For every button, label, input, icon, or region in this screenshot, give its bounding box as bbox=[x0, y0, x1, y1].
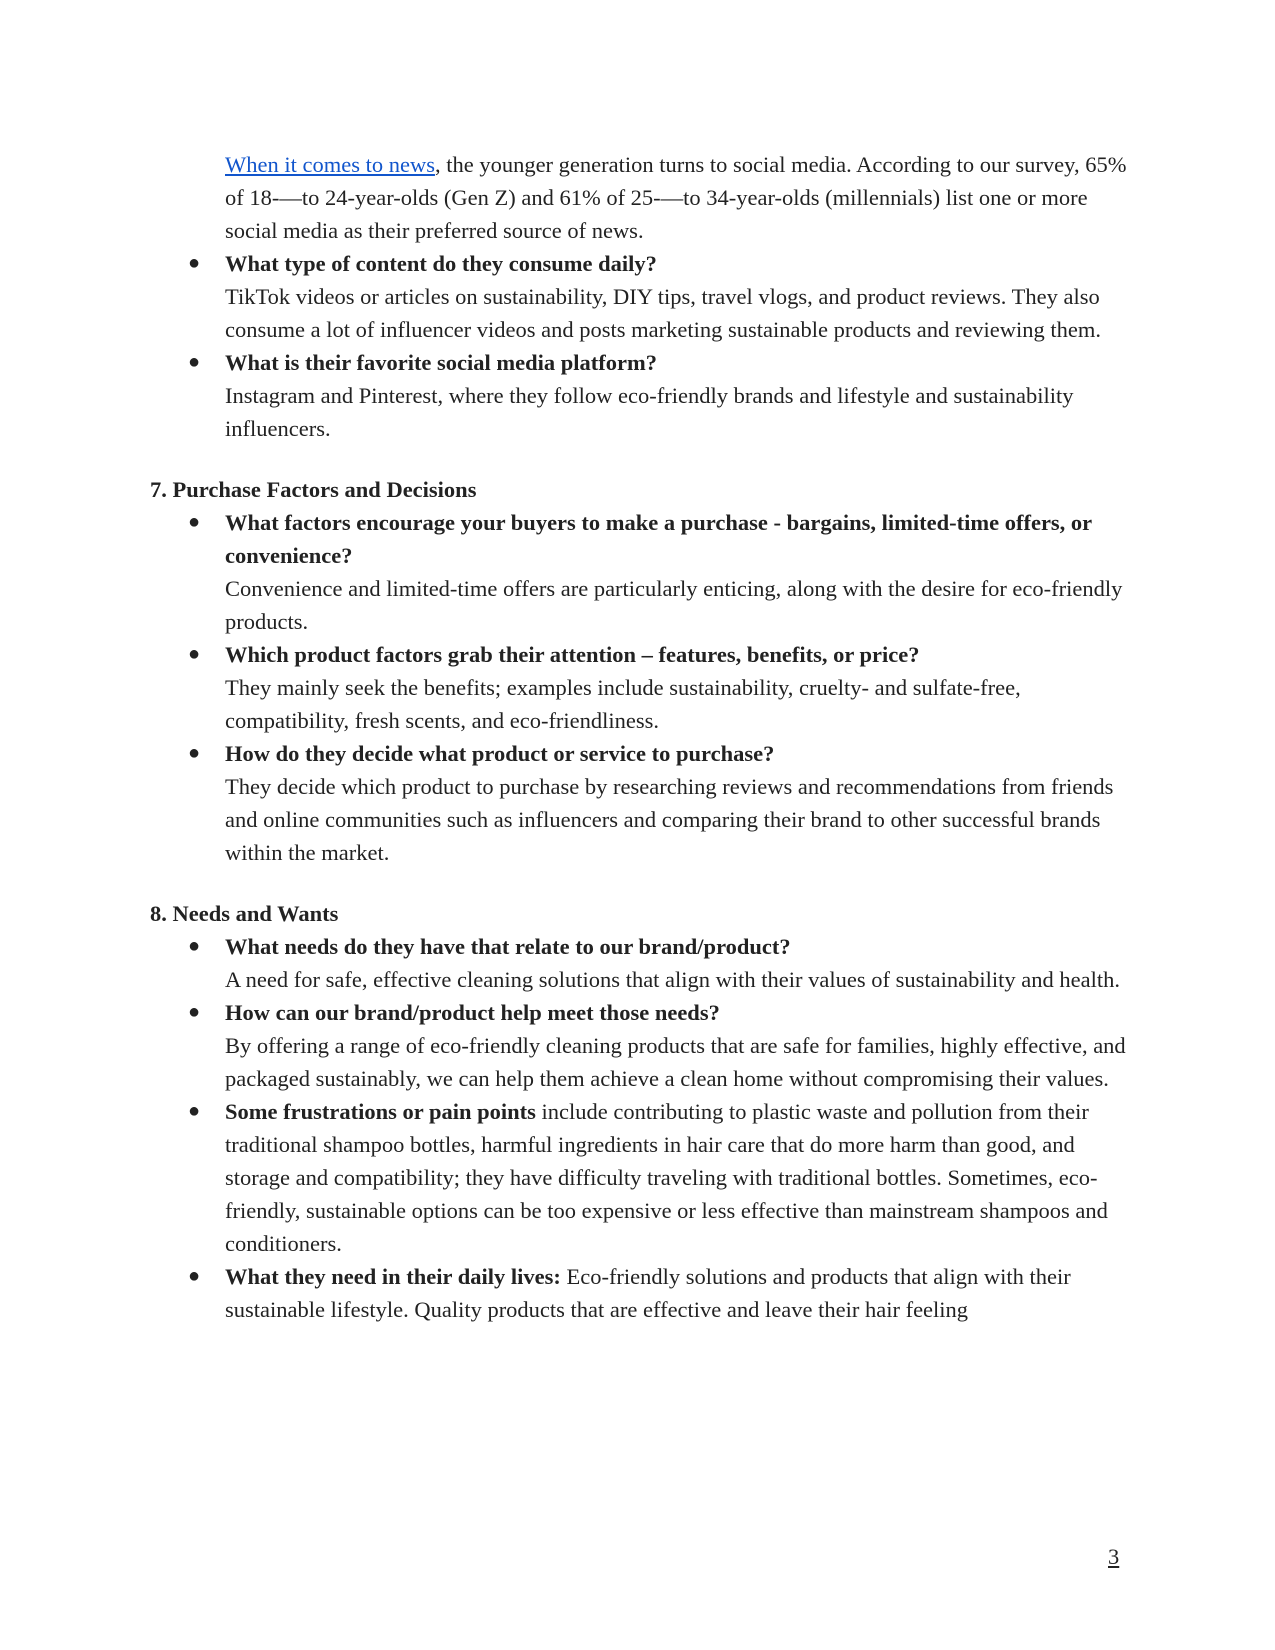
answer-text: Convenience and limited-time offers are particularly enticing, along with the desire for eco-friendly products. bbox=[225, 576, 1123, 634]
answer-text: They decide which product to purchase by researching reviews and recommendations from friends and online communities such as influencers and comparing their brand to other successful brands within the market. bbox=[225, 774, 1114, 865]
question-text: Which product factors grab their attention – features, benefits, or price? bbox=[225, 642, 920, 667]
intro-paragraph bbox=[225, 148, 1130, 247]
answer-text: By offering a range of eco-friendly cleaning products that are safe for families, highly effective, and packaged sustainably, we can help them achieve a clean home without compromising their values. bbox=[225, 1033, 1126, 1091]
bullet-icon: ● bbox=[188, 643, 201, 665]
intro-text: , the younger generation turns to social media. According to our survey, 65% of 18-—to 24-year-olds (Gen Z) and 61% of 25-—to 34-year-olds (millennials) list one or more social media as their preferred source of news. bbox=[225, 152, 1127, 243]
list-item bbox=[150, 1095, 1130, 1260]
question-text: What factors encourage your buyers to make a purchase - bargains, limited-time offers, or convenience? bbox=[225, 510, 1092, 568]
list-item bbox=[150, 996, 1130, 1095]
answer-text: A need for safe, effective cleaning solutions that align with their values of sustainability and health. bbox=[225, 967, 1120, 992]
question-text: What type of content do they consume daily? bbox=[225, 251, 657, 276]
list-item bbox=[150, 638, 1130, 737]
question-text: What is their favorite social media platform? bbox=[225, 350, 658, 375]
section6-list bbox=[150, 247, 1130, 445]
section8-heading: 8. Needs and Wants bbox=[150, 901, 339, 926]
section8-list bbox=[150, 930, 1130, 1326]
bullet-icon: ● bbox=[188, 1100, 201, 1122]
bullet-icon: ● bbox=[188, 511, 201, 533]
bullet-icon: ● bbox=[188, 1265, 201, 1287]
list-item bbox=[150, 1260, 1130, 1326]
bullet-icon: ● bbox=[188, 935, 201, 957]
question-text: How can our brand/product help meet those needs? bbox=[225, 1000, 720, 1025]
body-text: Eco-friendly solutions and products that align with their sustainable lifestyle. Quality products that are effective and leave their hair feeling bbox=[225, 1264, 1071, 1322]
section7-heading: 7. Purchase Factors and Decisions bbox=[150, 477, 477, 502]
news-link[interactable]: When it comes to news bbox=[225, 152, 435, 177]
answer-text: Instagram and Pinterest, where they follow eco-friendly brands and lifestyle and sustainability influencers. bbox=[225, 383, 1074, 441]
list-item bbox=[150, 737, 1130, 869]
bullet-icon: ● bbox=[188, 1001, 201, 1023]
question-text: What needs do they have that relate to our brand/product? bbox=[225, 934, 791, 959]
body-text: include contributing to plastic waste and pollution from their traditional shampoo bottles, harmful ingredients in hair care that do more harm than good, and storage and compatibility; they have difficulty traveling with traditional bottles. Sometimes, eco-friendly, sustainable options can be too expensive or less effective than mainstream shampoos and conditioners. bbox=[225, 1099, 1108, 1256]
list-item bbox=[150, 247, 1130, 346]
answer-text: TikTok videos or articles on sustainability, DIY tips, travel vlogs, and product reviews. They also consume a lot of influencer videos and posts marketing sustainable products and reviewing them. bbox=[225, 284, 1102, 342]
bullet-icon: ● bbox=[188, 351, 201, 373]
lead-text: What they need in their daily lives: bbox=[225, 1264, 561, 1289]
bullet-icon: ● bbox=[188, 742, 201, 764]
question-text: How do they decide what product or service to purchase? bbox=[225, 741, 775, 766]
bullet-icon: ● bbox=[188, 252, 201, 274]
answer-text: They mainly seek the benefits; examples include sustainability, cruelty- and sulfate-free, compatibility, fresh scents, and eco-friendliness. bbox=[225, 675, 1021, 733]
list-item bbox=[150, 346, 1130, 445]
lead-text: Some frustrations or pain points bbox=[225, 1099, 536, 1124]
page-number: 3 bbox=[1108, 1544, 1120, 1569]
page-content bbox=[150, 148, 1130, 1326]
list-item bbox=[150, 506, 1130, 638]
list-item bbox=[150, 930, 1130, 996]
section7-list bbox=[150, 506, 1130, 869]
